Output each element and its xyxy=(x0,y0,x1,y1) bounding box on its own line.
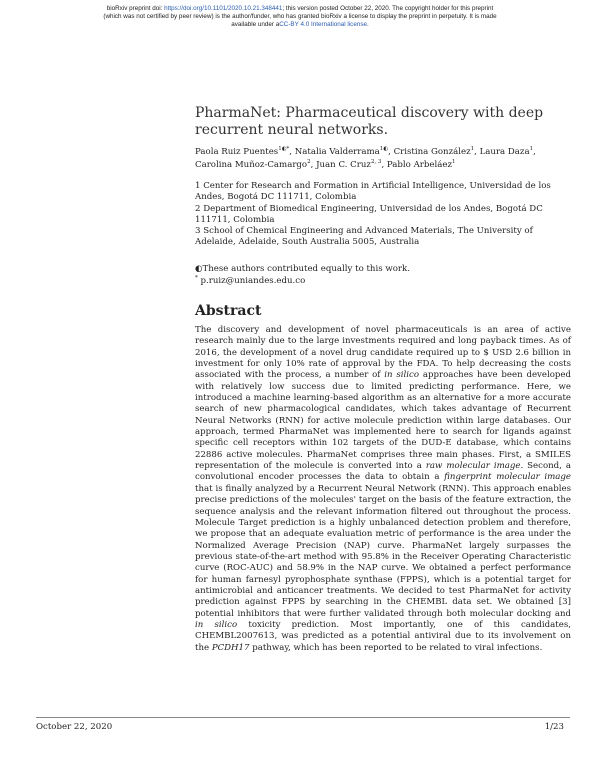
author-list: Paola Ruiz Puentes$^{1◐*}$, Natalia Valderrama$^{1◐}$, Cristina González$^1$, Laura Daza$^1$, Carolina Muñoz-Camargo$^2$, Juan C. Cruz$^{2, 3}$, Pablo Arbeláez$^1$ xyxy=(195,146,536,170)
abstract-emphasis: PCDH17 xyxy=(211,642,250,653)
abstract-emphasis: in silico xyxy=(195,619,238,630)
affiliation-item xyxy=(195,226,571,249)
preprint-notice-line1 xyxy=(40,5,560,13)
author-name: Carolina Muñoz-Camargo xyxy=(195,159,308,170)
footer-date: October 22, 2020 xyxy=(36,722,113,732)
abstract-text: pathway, which has been reported to be related to viral infections. xyxy=(249,642,543,653)
affiliation-text: Center for Research and Formation in Artificial Intelligence, Universidad de los Andes, Bogotá DC 111711, Colombia xyxy=(195,181,551,203)
abstract-body xyxy=(195,325,571,654)
author-affil-marker: 2 xyxy=(307,158,311,165)
author-affil-marker: 1 xyxy=(529,146,534,153)
affiliation-list xyxy=(195,181,571,249)
preprint-notice-line2: (which was not certified by peer review) is the author/funder, who has granted bioRxiv a license to display the preprint in perpetuity. It is made xyxy=(103,13,497,20)
author-affil-marker: 1 xyxy=(451,158,456,165)
paper-title: PharmaNet: Pharmaceutical discovery with deep recurrent neural networks. xyxy=(195,105,544,138)
abstract-emphasis: fingerprint molecular image xyxy=(444,472,571,483)
footer-divider xyxy=(36,717,570,718)
preprint-notice xyxy=(40,5,560,29)
abstract-text: The discovery and development of novel pharmaceuticals is an area of active research mainly due to the large investments required and long payback times. As of 2016, the development of a novel drug candidate required up to $ USD 2.6 billion in investment for only 10% rate of approval by the FDA. To help decreasing the costs associated with the process, a number of xyxy=(195,325,571,381)
author-name: Cristina González xyxy=(393,147,471,157)
author-name: Natalia Valderrama xyxy=(294,147,380,157)
abstract-paragraph xyxy=(195,325,571,654)
author-affil-marker: 2, 3 xyxy=(370,158,382,165)
abstract-emphasis: in silico xyxy=(384,370,420,381)
author-name: Pablo Arbeláez xyxy=(386,159,452,170)
author-affil-marker: 1◐* xyxy=(278,146,290,153)
author-name: Laura Daza xyxy=(479,147,530,157)
corresponding-marker: * xyxy=(195,274,198,281)
affiliation-item xyxy=(195,204,571,227)
affiliation-item xyxy=(195,181,571,204)
abstract-text: that is finally analyzed by a Recurrent Neural Network (RNN). This approach enables precise predictions of the molecules' target on the basis of the feature extraction, the sequence analysis and the relevant information filtered out throughout the process. Molecule Target prediction is a highly unbalanced detection problem and therefore, we propose that an adequate evaluation metric of performance is the area under the Normalized Average Precision (NAP) curve. PharmaNet largely surpasses the previous state-of-the-art method with 95.8% in the Receiver Operating Characteristic curve (ROC-AUC) and 58.9% in the NAP curve. We obtained a perfect performance for human farnesyl pyrophosphate synthase (FPPS), which is a potential target for antimicrobial and anticancer treatments. We decided to test PharmaNet for activity prediction against FPPS by searching in the CHEMBL data set. We obtained [3] potential inhibitors that were further validated through both molecular docking and xyxy=(195,483,571,619)
license-suffix: . xyxy=(366,21,369,28)
abstract-emphasis: raw molecular image xyxy=(425,461,521,472)
preprint-notice-text: ; this version posted October 22, 2020. The copyright holder for this preprint xyxy=(282,5,494,12)
affiliation-number: 2 xyxy=(195,203,201,214)
author-affil-marker: 1 xyxy=(470,146,475,153)
affiliation-text: School of Chemical Engineering and Advanced Materials, The University of Adelaide, Adelaide, South Australia 5005, Australia xyxy=(195,226,533,248)
abstract-text: toxicity prediction. Most importantly, one of this candidates, CHEMBL2007613, was predicted as a potential antiviral due to its involvement on the xyxy=(195,619,571,653)
license-link[interactable]: CC-BY 4.0 International license xyxy=(279,21,367,28)
abstract-text: . Second, a convolutional encoder processes the data to obtain a xyxy=(195,461,571,483)
abstract-heading: Abstract xyxy=(195,303,262,319)
affiliation-text: Department of Biomedical Engineering, Universidad de los Andes, Bogotá DC 111711, Colombia xyxy=(195,203,543,225)
author-notes xyxy=(195,264,571,287)
author-affil-marker: 1◐ xyxy=(379,146,389,153)
page-number: 1/23 xyxy=(544,722,564,732)
license-prefix: available under a xyxy=(231,21,280,28)
preprint-doi-prefix: bioRxiv preprint doi: xyxy=(106,5,165,12)
corresponding-email[interactable]: p.ruiz@uniandes.edu.co xyxy=(200,275,306,286)
doi-link[interactable]: https://doi.org/10.1101/2020.10.21.348441 xyxy=(164,5,283,12)
corresponding-author-note xyxy=(195,276,571,288)
preprint-notice-line3 xyxy=(40,21,560,29)
author-name: Paola Ruiz Puentes xyxy=(195,147,279,157)
abstract-text: approaches have been developed with relatively low success due to limited predicting performance. Here, we introduced a machine learning-based algorithm as an alternative for a more accurate search of new pharmacological candidates, which takes advantage of Recurrent Neural Networks (RNN) for active molecule prediction within large databases. Our approach, termed PharmaNet was implemented here to search for ligands against specific cell receptors within 102 targets of the DUD-E database, which contains 22886 active molecules. PharmaNet comprises three main phases. First, a SMILES representation of the molecule is converted into a xyxy=(195,370,571,472)
affiliation-number: 1 xyxy=(195,181,201,191)
affiliation-number: 3 xyxy=(195,226,201,237)
equal-contribution-note: ◐These authors contributed equally to this work. xyxy=(195,264,410,274)
author-name: Juan C. Cruz xyxy=(316,159,371,170)
